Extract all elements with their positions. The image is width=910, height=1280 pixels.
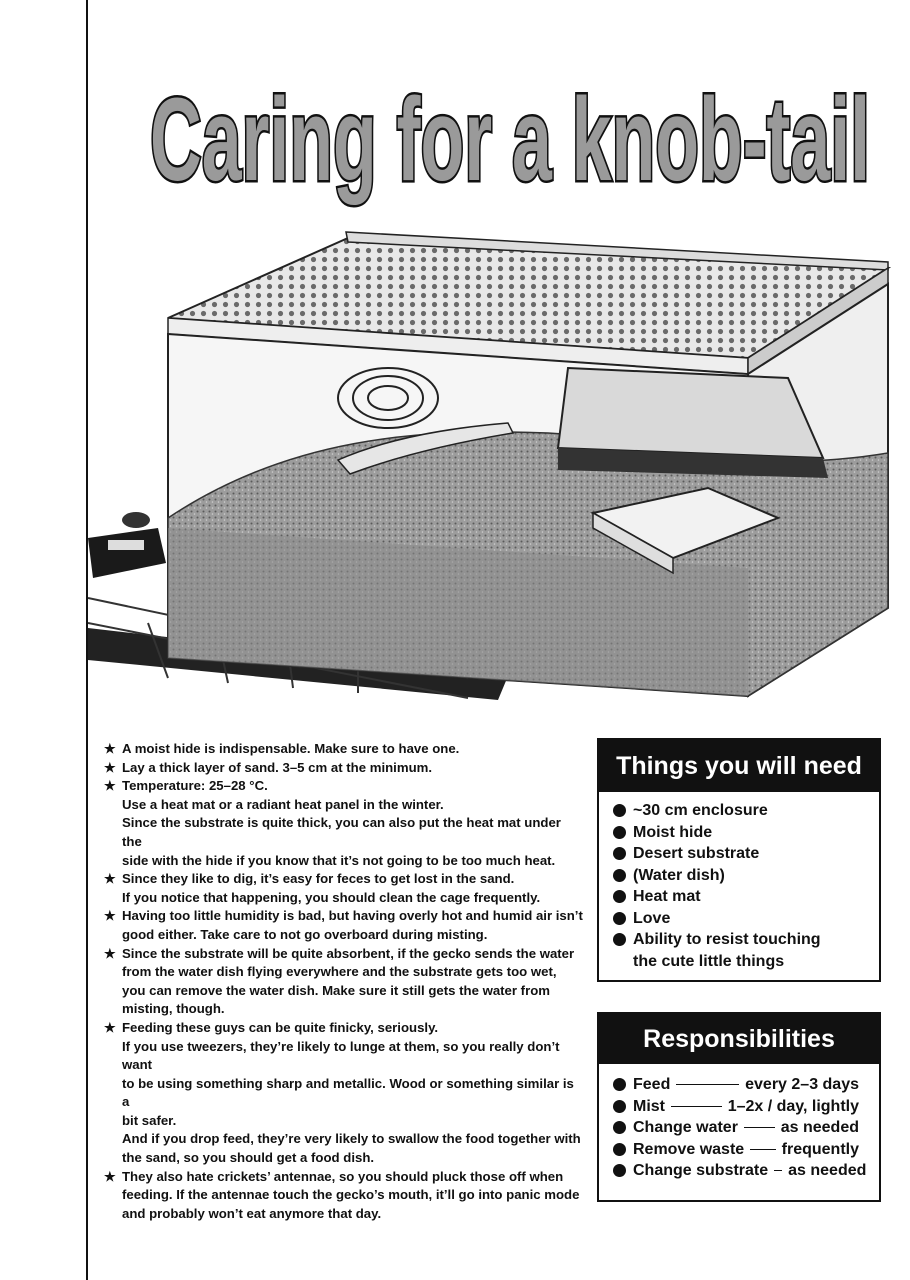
- responsibility-item: [599, 1074, 879, 1096]
- bullet-dot-icon: [613, 912, 626, 925]
- responsibilities-heading: Responsibilities: [599, 1014, 879, 1064]
- page-title: [140, 60, 880, 220]
- bullet-dot-icon: [613, 933, 626, 946]
- need-item: [599, 800, 879, 822]
- star-icon: ★: [104, 945, 116, 961]
- care-note-line: misting, though.: [122, 1001, 225, 1017]
- need-item: [599, 951, 879, 973]
- things-you-will-need-box: [597, 738, 881, 982]
- need-item-label: Love: [633, 909, 671, 927]
- need-item: [599, 886, 879, 908]
- need-item-label: Moist hide: [633, 823, 713, 841]
- need-item: [599, 843, 879, 865]
- responsibility-frequency: as needed: [788, 1162, 867, 1179]
- care-note-line: A moist hide is indispensable. Make sure to have one.: [122, 741, 460, 756]
- care-note-line: Since they like to dig, it’s easy for feces to get lost in the sand.: [122, 871, 515, 887]
- bullet-dot-icon: [613, 1121, 626, 1134]
- care-note-line: Since the substrate will be quite absorbent, if the gecko sends the water: [122, 945, 575, 961]
- moist-hide: [558, 368, 828, 478]
- care-note-line: bit safer.: [122, 1112, 177, 1128]
- need-item-label: Heat mat: [633, 888, 701, 905]
- star-icon: ★: [104, 908, 116, 924]
- bullet-dot-icon: [613, 847, 626, 860]
- care-note: [104, 945, 584, 1019]
- responsibility-frequency: as needed: [780, 1119, 859, 1136]
- leader-line: [676, 1084, 739, 1085]
- need-item-label: Desert substrate: [633, 845, 760, 862]
- care-note: [104, 1019, 584, 1168]
- star-icon: ★: [104, 741, 116, 756]
- care-notes: [104, 740, 584, 1223]
- things-you-will-need-heading: Things you will need: [599, 740, 879, 792]
- care-note-line: Having too little humidity is bad, but having overly hot and humid air isn’t: [122, 908, 583, 924]
- star-icon: ★: [104, 1168, 116, 1184]
- responsibilities-list: [599, 1064, 879, 1182]
- care-note-line: and probably won’t eat anymore that day.: [122, 1205, 382, 1221]
- bullet-dot-icon: [613, 804, 626, 817]
- care-note-line: Use a heat mat or a radiant heat panel in the winter.: [122, 796, 444, 812]
- responsibility-frequency: every 2–3 days: [745, 1076, 859, 1093]
- responsibility-frequency: 1–2x / day, lightly: [727, 1097, 859, 1115]
- need-item: [599, 822, 879, 844]
- care-note-line: Lay a thick layer of sand. 3–5 cm at the minimum.: [122, 759, 433, 775]
- responsibility-item: [599, 1139, 879, 1161]
- care-note-line: side with the hide if you know that it’s not going to be too much heat.: [122, 852, 556, 868]
- terrarium-illustration: [88, 228, 893, 708]
- care-note-line: feeding. If the antennae touch the gecko’s mouth, it’ll go into panic mode: [122, 1187, 580, 1203]
- leader-line: [750, 1149, 775, 1150]
- star-icon: ★: [104, 871, 116, 887]
- responsibility-item: [599, 1117, 879, 1139]
- need-item: [599, 929, 879, 951]
- bullet-dot-icon: [613, 1100, 626, 1113]
- bullet-dot-icon: [613, 890, 626, 903]
- bullet-dot-icon: [613, 826, 626, 839]
- care-note-line: Since the substrate is quite thick, you can also put the heat mat under the: [122, 815, 561, 849]
- responsibility-frequency: frequently: [781, 1140, 859, 1158]
- need-item-label: (Water dish): [633, 866, 725, 884]
- care-note-line: If you use tweezers, they’re likely to lunge at them, so you really don’t want: [122, 1038, 560, 1073]
- needs-list: [599, 792, 879, 972]
- care-note: [104, 870, 584, 907]
- responsibility-task: Remove waste: [633, 1140, 745, 1158]
- need-item: [599, 865, 879, 887]
- need-item-label: ~30 cm enclosure: [633, 802, 768, 819]
- responsibility-task: Change water: [633, 1119, 738, 1136]
- care-note-line: Temperature: 25–28 °C.: [122, 778, 268, 794]
- star-icon: ★: [104, 759, 116, 775]
- thermostat: [88, 512, 166, 578]
- care-note: [104, 1168, 584, 1224]
- care-note-line: you can remove the water dish. Make sure it still gets the water from: [122, 982, 550, 998]
- star-icon: ★: [104, 778, 116, 794]
- bullet-dot-icon: [613, 1143, 626, 1156]
- star-icon: ★: [104, 1019, 116, 1035]
- care-note-line: Feeding these guys can be quite finicky, seriously.: [122, 1019, 439, 1035]
- care-note-line: good either. Take care to not go overboard during misting.: [122, 926, 488, 942]
- need-item-label: the cute little things: [633, 952, 785, 970]
- care-note-line: If you notice that happening, you should clean the cage frequently.: [122, 889, 541, 905]
- care-note-line: They also hate crickets’ antennae, so you should pluck those off when: [122, 1168, 564, 1184]
- responsibility-task: Change substrate: [633, 1162, 769, 1179]
- care-note-line: to be using something sharp and metallic. Wood or something similar is a: [122, 1075, 574, 1110]
- bullet-dot-icon: [613, 869, 626, 882]
- care-note-line: the sand, so you should get a food dish.: [122, 1150, 375, 1166]
- care-note-line: from the water dish flying everywhere and the substrate gets too wet,: [122, 964, 557, 980]
- responsibility-item: [599, 1160, 879, 1182]
- responsibility-item: [599, 1096, 879, 1118]
- care-note: [104, 777, 584, 870]
- page-title-text: Caring for a knob-tail: [150, 74, 870, 206]
- care-note: [104, 759, 584, 778]
- responsibilities-box: [597, 1012, 881, 1202]
- need-item-label: Ability to resist touching: [633, 931, 821, 948]
- responsibility-task: Mist: [633, 1097, 665, 1115]
- responsibility-task: Feed: [633, 1076, 671, 1093]
- need-item: [599, 908, 879, 930]
- leader-line: [774, 1170, 782, 1171]
- bullet-dot-icon: [613, 1078, 626, 1091]
- leader-line: [744, 1127, 775, 1128]
- care-note: [104, 740, 584, 759]
- bullet-dot-icon: [613, 1164, 626, 1177]
- leader-line: [671, 1106, 722, 1107]
- care-note-line: And if you drop feed, they’re very likely to swallow the food together with: [122, 1131, 581, 1147]
- care-note: [104, 907, 584, 944]
